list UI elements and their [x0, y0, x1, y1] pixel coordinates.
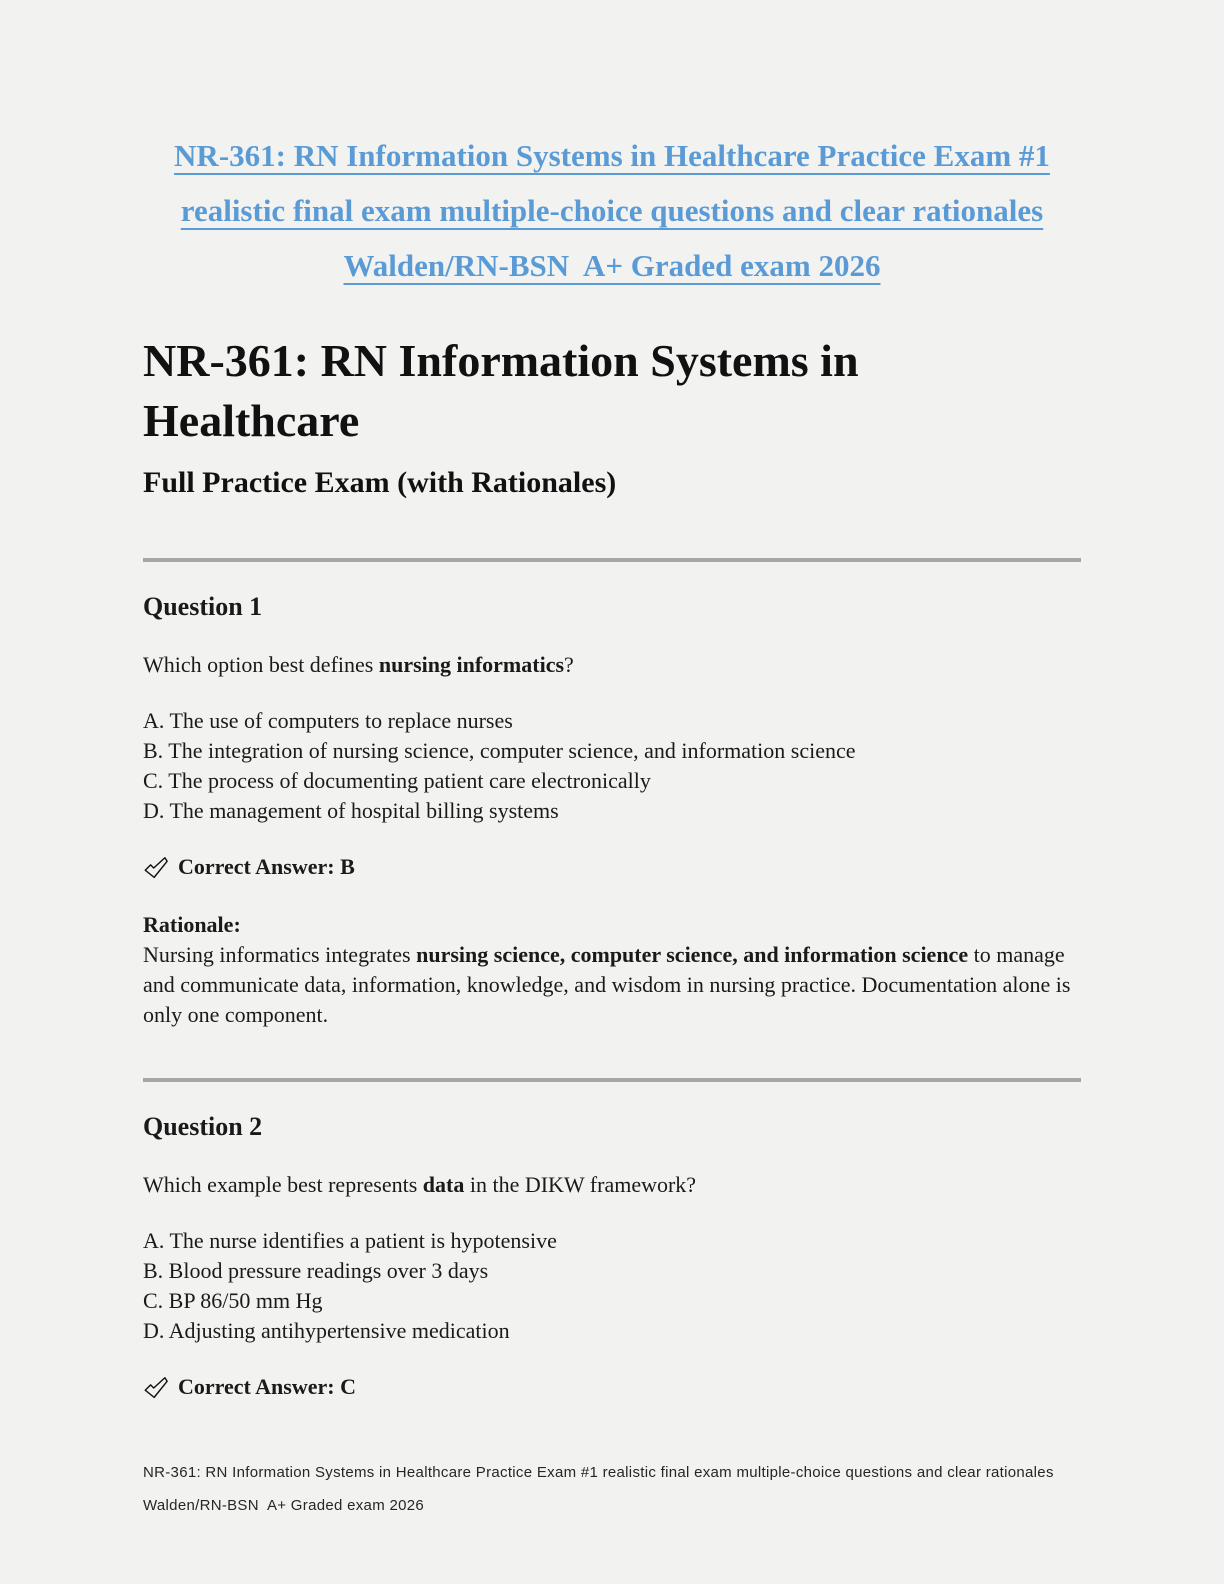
answer-option: C. BP 86/50 mm Hg: [143, 1288, 323, 1313]
page-footer: NR-361: RN Information Systems in Healthcare Practice Exam #1 realistic final exam multiple-choice questions and clear rationales Walden/RN-BSN A+ Graded exam 2026: [143, 1464, 1059, 1514]
answer-option: A. The use of computers to replace nurses: [143, 708, 513, 733]
answer-options: [143, 1226, 1081, 1346]
page-subtitle: Full Practice Exam (with Rationales): [143, 466, 617, 499]
question-heading: Question 1: [143, 592, 263, 621]
answer-option: B. Blood pressure readings over 3 days: [143, 1258, 489, 1283]
correct-answer-line: [143, 852, 1081, 882]
link-header-line[interactable]: Walden/RN-BSN A+ Graded exam 2026: [343, 248, 881, 283]
question-section-2: [143, 1110, 1081, 1402]
section-divider: [143, 558, 1081, 562]
link-header-line[interactable]: NR-361: RN Information Systems in Healthcare Practice Exam #1: [174, 138, 1050, 173]
check-outline-icon: [143, 1376, 168, 1400]
link-header-line[interactable]: realistic final exam multiple-choice questions and clear rationales: [180, 193, 1044, 228]
rationale-block: [143, 910, 1081, 1030]
question-prompt: Which option best defines nursing informatics?: [143, 652, 574, 677]
correct-answer-line: [143, 1372, 1081, 1402]
question-section-1: [143, 590, 1081, 1030]
question-heading: Question 2: [143, 1112, 263, 1141]
correct-answer-label: Correct Answer: C: [178, 1374, 356, 1399]
answer-options: [143, 706, 1081, 826]
correct-answer-label: Correct Answer: B: [178, 854, 355, 879]
document-link-header[interactable]: [143, 128, 1081, 293]
answer-option: D. The management of hospital billing systems: [143, 798, 559, 823]
answer-option: C. The process of documenting patient care electronically: [143, 768, 651, 793]
page-title: NR-361: RN Information Systems in Healthcare: [143, 335, 859, 446]
rationale-text: Nursing informatics integrates nursing science, computer science, and information science to manage and communicate data, information, knowledge, and wisdom in nursing practice. Documentation alone is only one component.: [143, 942, 1071, 1027]
answer-option: A. The nurse identifies a patient is hypotensive: [143, 1228, 557, 1253]
question-prompt: Which example best represents data in the DIKW framework?: [143, 1172, 697, 1197]
check-outline-icon: [143, 856, 168, 880]
answer-option: B. The integration of nursing science, computer science, and information science: [143, 738, 856, 763]
rationale-heading: Rationale:: [143, 912, 241, 937]
section-divider: [143, 1078, 1081, 1082]
answer-option: D. Adjusting antihypertensive medication: [143, 1318, 510, 1343]
